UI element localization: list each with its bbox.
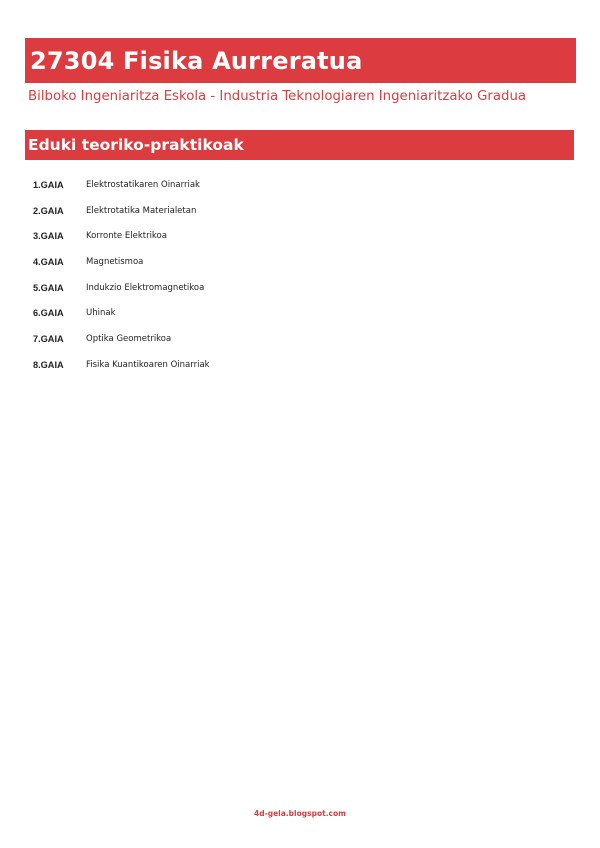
topic-row (33, 326, 533, 352)
topic-row (33, 223, 533, 249)
topic-row (33, 275, 533, 301)
section-heading-bar (25, 130, 574, 160)
topic-number: 6.GAIA (33, 308, 64, 319)
topic-name: Korronte Elektrikoa (86, 231, 167, 242)
topic-number: 7.GAIA (33, 333, 64, 344)
topic-number: 4.GAIA (33, 256, 64, 267)
topic-row (33, 352, 533, 378)
topic-row (33, 249, 533, 275)
topic-number: 2.GAIA (33, 205, 64, 216)
section-title: Eduki teoriko-praktikoak (28, 136, 244, 154)
topic-name: Elektrostatikaren Oinarriak (86, 179, 200, 190)
topic-row (33, 198, 533, 224)
topic-name: Uhinak (86, 308, 116, 319)
topic-name: Indukzio Elektromagnetikoa (86, 282, 205, 293)
topic-row (33, 172, 533, 198)
topic-list (33, 172, 533, 378)
topic-row (33, 300, 533, 326)
topic-name: Magnetismoa (86, 256, 144, 267)
course-title: 27304 Fisika Aurreratua (30, 46, 363, 75)
topic-name: Optika Geometrikoa (86, 333, 172, 344)
topic-number: 8.GAIA (33, 359, 64, 370)
course-title-bar (25, 38, 576, 83)
topic-name: Fisika Kuantikoaren Oinarriak (86, 359, 210, 370)
topic-number: 5.GAIA (33, 282, 64, 293)
topic-number: 1.GAIA (33, 179, 64, 190)
topic-name: Elektrotatika Materialetan (86, 205, 197, 216)
topic-number: 3.GAIA (33, 231, 64, 242)
course-subtitle: Bilboko Ingeniaritza Eskola - Industria Teknologiaren Ingeniaritzako Gradua (28, 89, 527, 104)
footer-link[interactable]: 4d-gela.blogspot.com (254, 809, 346, 818)
